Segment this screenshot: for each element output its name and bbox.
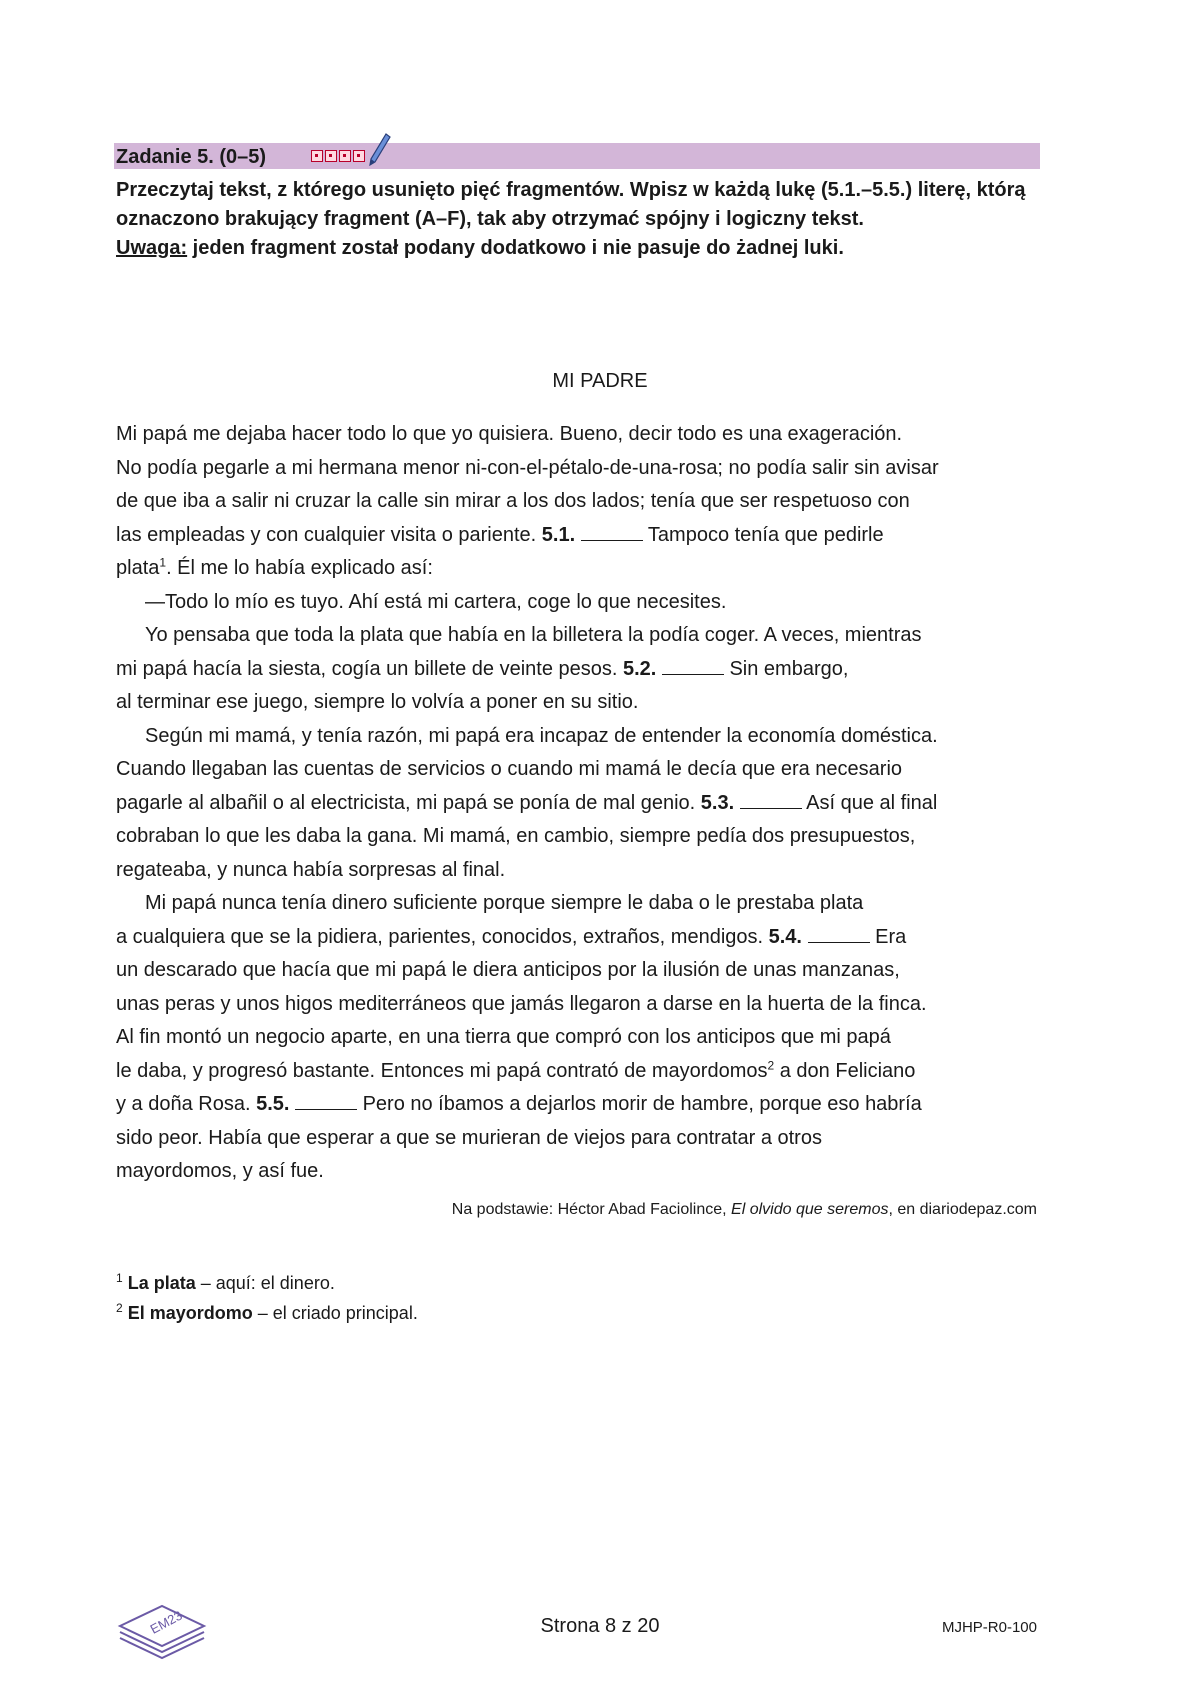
line-text: y a doña Rosa. <box>116 1093 257 1115</box>
line-text: Tampoco tenía que pedirle <box>642 523 884 546</box>
footnote-mark: 1 <box>159 555 167 570</box>
gap-number: 5.2. <box>622 657 657 680</box>
gap-blank[interactable] <box>295 1093 357 1110</box>
story-text <box>116 418 1046 1189</box>
source-citation <box>452 1199 1037 1221</box>
footnotes <box>116 1268 418 1328</box>
source-title: El olvido que seremos <box>731 1201 889 1218</box>
line-text: a cualquiera que se la pidiera, parientes, conocidos, extraños, mendigos. <box>116 925 769 948</box>
story-line: mayordomos, y así fue. <box>116 1160 324 1182</box>
gap-number: 5.3. <box>700 791 735 814</box>
footnote-text: – el criado principal. <box>252 1303 418 1323</box>
story-line: No podía pegarle a mi hermana menor ni-con-el-pétalo-de-una-rosa; no podía salir sin avisar <box>116 456 939 479</box>
page-number: Strona 8 z 20 <box>540 1615 660 1637</box>
line-text: las empleadas y con cualquier visita o pariente. <box>116 523 542 546</box>
footnote-term: El mayordomo <box>127 1303 253 1323</box>
footnote-number: 1 <box>116 1271 123 1285</box>
line-text: Era <box>869 925 907 948</box>
footnote <box>116 1298 418 1328</box>
footnote-number: 2 <box>116 1301 123 1315</box>
story-line <box>116 519 1046 553</box>
gap-blank[interactable] <box>662 658 724 675</box>
footnote-text: – aquí: el dinero. <box>195 1273 335 1293</box>
line-text: Sin embargo, <box>723 657 849 680</box>
instruction-text: Przeczytaj tekst, z którego usunięto pięć fragmentów. Wpisz w każdą lukę (5.1.–5.5.) literę, którą oznaczono brakujący fragment (A–F), tak aby otrzymać spójny i logiczny tekst. <box>116 179 1026 230</box>
svg-text:EM23: EM23 <box>147 1607 185 1637</box>
story-line <box>116 653 1046 687</box>
pen-icon <box>367 132 391 168</box>
task-title: Zadanie 5. (0–5) <box>116 146 267 168</box>
story-line <box>116 552 1046 586</box>
story-line: Mi papá me dejaba hacer todo lo que yo quisiera. Bueno, decir todo es una exageración. <box>116 423 903 445</box>
instruction-note <box>116 234 1046 263</box>
story-line <box>116 1088 1046 1122</box>
gap-number: 5.1. <box>541 523 576 546</box>
note-label: Uwaga: <box>116 237 188 259</box>
story-line: regateaba, y nunca había sorpresas al final. <box>116 858 506 881</box>
story-line: un descarado que hacía que mi papá le diera anticipos por la ilusión de unas manzanas, <box>116 959 900 981</box>
gap-number: 5.5. <box>256 1093 290 1115</box>
score-box <box>353 150 365 162</box>
score-boxes-icon <box>311 150 365 165</box>
story-line: Cuando llegaban las cuentas de servicios o cuando mi mamá le decía que era necesario <box>116 758 903 780</box>
story-line: Yo pensaba que toda la plata que había en la billetera la podía coger. A veces, mientras <box>145 624 922 646</box>
story-title: MI PADRE <box>552 370 648 392</box>
story-line: Al fin montó un negocio aparte, en una tierra que compró con los anticipos que mi papá <box>116 1026 891 1048</box>
line-text: le daba, y progresó bastante. Entonces mi papá contrató de mayordomos <box>116 1059 768 1082</box>
story-line: sido peor. Había que esperar a que se murieran de viejos para contratar a otros <box>116 1126 822 1149</box>
line-text: mi papá hacía la siesta, cogía un billete de veinte pesos. <box>116 657 623 680</box>
story-line <box>116 787 1046 821</box>
gap-blank[interactable] <box>808 926 870 943</box>
story-line <box>116 921 1046 955</box>
gap-number: 5.4. <box>768 925 802 948</box>
score-box <box>311 150 323 162</box>
line-text: a don Feliciano <box>774 1059 916 1082</box>
gap-blank[interactable] <box>740 792 802 809</box>
footnote-term: La plata <box>127 1273 196 1293</box>
story-line: al terminar ese juego, siempre lo volvía a poner en su sitio. <box>116 691 639 713</box>
note-text: jeden fragment został podany dodatkowo i nie pasuje do żadnej luki. <box>187 237 844 259</box>
footnote <box>116 1268 418 1298</box>
source-prefix: Na podstawie: Héctor Abad Faciolince, <box>451 1201 732 1218</box>
gap-blank[interactable] <box>581 524 643 541</box>
line-text: Pero no íbamos a dejarlos morir de hambre, porque eso habría <box>357 1093 922 1115</box>
story-line: Según mi mamá, y tenía razón, mi papá era incapaz de entender la economía doméstica. <box>145 724 938 747</box>
line-text: Así que al final <box>801 791 938 814</box>
story-line <box>116 1055 1046 1089</box>
document-code: MJHP-R0-100 <box>941 1619 1037 1636</box>
source-suffix: , en diariodepaz.com <box>888 1201 1037 1218</box>
story-line: cobraban lo que les daba la gana. Mi mamá, en cambio, siempre pedía dos presupuestos, <box>116 825 916 847</box>
score-box <box>339 150 351 162</box>
line-text: pagarle al albañil o al electricista, mi papá se ponía de mal genio. <box>116 791 701 814</box>
story-line: Mi papá nunca tenía dinero suficiente porque siempre le daba o le prestaba plata <box>145 892 864 914</box>
task-instructions <box>116 176 1046 263</box>
score-box <box>325 150 337 162</box>
story-line: unas peras y unos higos mediterráneos que jamás llegaron a darse en la huerta de la finca. <box>116 992 927 1015</box>
story-line: —Todo lo mío es tuyo. Ahí está mi cartera, coge lo que necesites. <box>145 590 727 613</box>
line-text: plata <box>116 557 160 579</box>
line-text: . Él me lo había explicado así: <box>166 557 433 579</box>
footnote-mark: 2 <box>767 1057 775 1072</box>
story-line: de que iba a salir ni cruzar la calle sin mirar a los dos lados; tenía que ser respetuoso con <box>116 490 910 512</box>
